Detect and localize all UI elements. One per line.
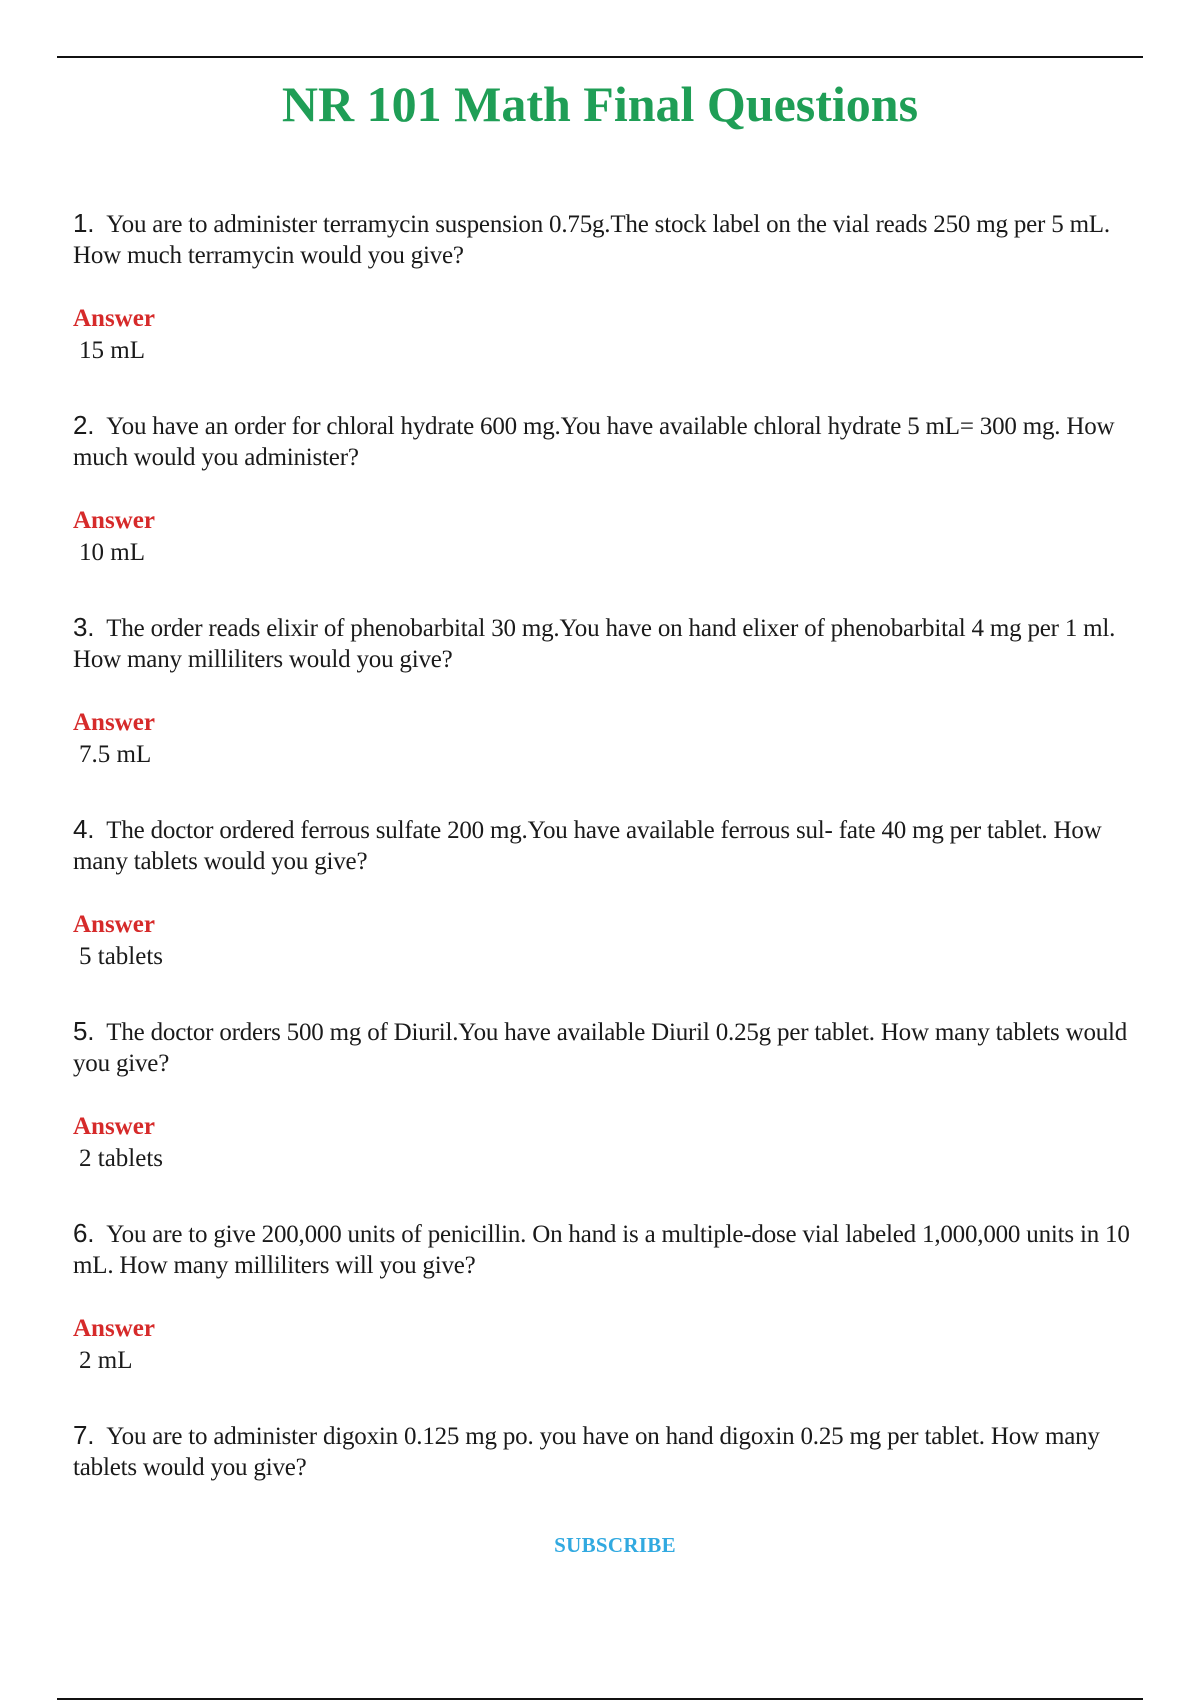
answer-value: 7.5 mL — [79, 741, 152, 768]
subscribe-link[interactable]: SUBSCRIBE — [554, 1533, 676, 1557]
question-text — [73, 612, 1133, 675]
question-text — [73, 1420, 1133, 1483]
question-body: You are to administer digoxin 0.125 mg po. you have on hand digoxin 0.25 mg per tablet. How many tablets would you give? — [73, 1423, 1100, 1481]
question-body: You are to give 200,000 units of penicillin. On hand is a multiple-dose vial labeled 1,000,000 units in 10 mL. How many milliliters will you give? — [73, 1221, 1130, 1279]
question-text — [73, 208, 1133, 271]
question-item — [73, 208, 1133, 410]
question-number: 2. — [73, 410, 95, 440]
answer-label: Answer — [73, 1113, 155, 1140]
answer-label: Answer — [73, 305, 155, 332]
question-number: 1. — [73, 208, 95, 238]
question-item — [73, 612, 1133, 814]
answer-value: 2 mL — [79, 1347, 133, 1374]
question-body: The doctor ordered ferrous sulfate 200 mg.You have available ferrous sul- fate 40 mg per tablet. How many tablets would you give? — [73, 817, 1102, 875]
question-number: 6. — [73, 1218, 95, 1248]
answer-label: Answer — [73, 709, 155, 736]
answer-value: 15 mL — [79, 337, 145, 364]
question-body: You have an order for chloral hydrate 600 mg.You have available chloral hydrate 5 mL= 300 mg. How much would you administer? — [73, 413, 1115, 471]
question-text — [73, 1016, 1133, 1079]
top-rule — [57, 56, 1143, 58]
answer-label: Answer — [73, 911, 155, 938]
question-text — [73, 410, 1133, 473]
question-text — [73, 1218, 1133, 1281]
question-item — [73, 1218, 1133, 1420]
page-title: NR 101 Math Final Questions — [281, 76, 919, 132]
question-number: 4. — [73, 814, 95, 844]
question-number: 5. — [73, 1016, 95, 1046]
question-number: 3. — [73, 612, 95, 642]
question-list — [73, 208, 1133, 1622]
question-body: You are to administer terramycin suspension 0.75g.The stock label on the vial reads 250 mg per 5 mL. How much terramycin would you give? — [73, 211, 1110, 269]
answer-label: Answer — [73, 507, 155, 534]
question-item — [73, 410, 1133, 612]
question-body: The doctor orders 500 mg of Diuril.You have available Diuril 0.25g per tablet. How many tablets would you give? — [73, 1019, 1128, 1077]
answer-label: Answer — [73, 1315, 155, 1342]
answer-value: 10 mL — [79, 539, 145, 566]
question-item — [73, 1016, 1133, 1218]
answer-value: 2 tablets — [79, 1145, 164, 1172]
question-body: The order reads elixir of phenobarbital 30 mg.You have on hand elixer of phenobarbital 4 mg per 1 ml. How many milliliters would you give? — [73, 615, 1116, 673]
question-item — [73, 814, 1133, 1016]
question-number: 7. — [73, 1420, 95, 1450]
question-item — [73, 1420, 1133, 1622]
answer-value: 5 tablets — [79, 943, 164, 970]
question-text — [73, 814, 1133, 877]
